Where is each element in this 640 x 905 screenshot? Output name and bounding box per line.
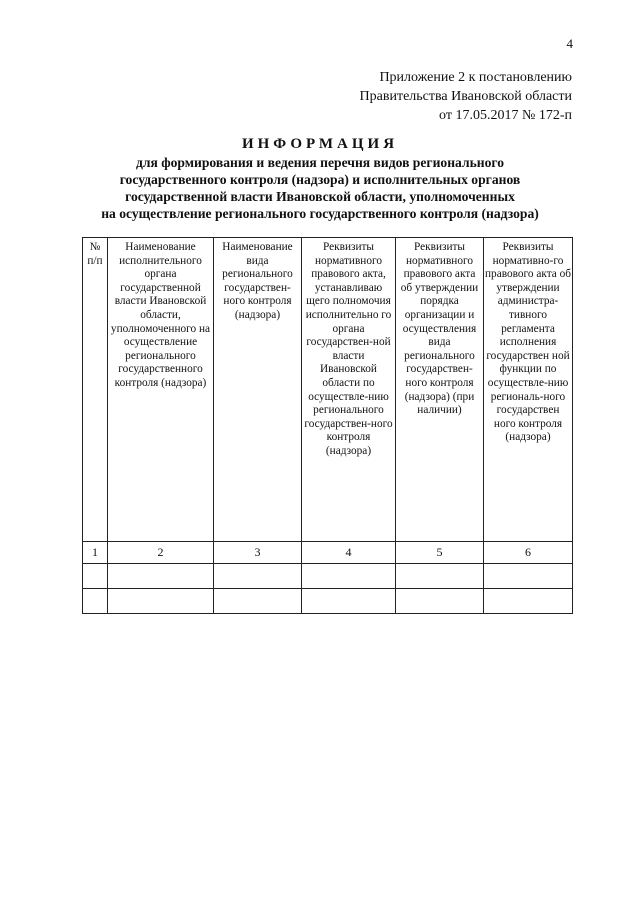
document-subtitle [0,154,640,222]
table-cell [83,564,108,589]
column-number: 2 [108,542,214,564]
table-cell [83,589,108,614]
column-number: 3 [214,542,302,564]
appendix-line-1: Приложение 2 к постановлению [379,70,572,85]
table-cell [396,589,484,614]
table-cell [214,589,302,614]
table-cell [484,589,573,614]
header-executive-body: Наименование исполнительного органа государственной власти Ивановской области, уполномоченного на осуществление регионального государственного контроля (надзора) [108,238,214,542]
table-cell [396,564,484,589]
table-header-row [83,238,573,542]
column-number: 5 [396,542,484,564]
header-control-type: Наименование вида регионального государствен-ного контроля (надзора) [214,238,302,542]
subtitle-line-2: государственного контроля (надзора) и исполнительных органов [119,172,521,187]
header-authority-act: Реквизиты нормативного правового акта, устанавливаю щего полномочия исполнительно го органа государствен-ной власти Ивановской области по осуществле-нию регионального государствен-ного контроля (надзора) [302,238,396,542]
title-block [0,134,640,222]
column-number: 1 [83,542,108,564]
table-cell [108,589,214,614]
table-cell [214,564,302,589]
column-number: 4 [302,542,396,564]
table-row-empty [83,589,573,614]
header-procedure-act: Реквизиты нормативного правового акта об утверждении порядка организации и осуществления вида регионального государствен-ного контроля (надзора) (при наличии) [396,238,484,542]
table-cell [484,564,573,589]
header-regulation-act: Реквизиты нормативно-го правового акта об утверждении администра-тивного регламента исполнения государствен ной функции по осуществле-нию региональ-ного государствен ного контроля (надзора) [484,238,573,542]
subtitle-line-3: государственной власти Ивановской области, уполномоченных [125,189,515,204]
appendix-line-3: от 17.05.2017 № 172-п [439,108,572,123]
table-cell [302,589,396,614]
header-number: № п/п [83,238,108,542]
column-number: 6 [484,542,573,564]
appendix-note [360,68,572,125]
subtitle-line-4: на осуществление регионального государственного контроля (надзора) [101,206,539,221]
subtitle-line-1: для формирования и ведения перечня видов регионального [135,155,505,170]
table-cell [108,564,214,589]
information-table [82,237,573,614]
table-cell [302,564,396,589]
page-number: 4 [566,36,573,51]
table-row-empty [83,564,573,589]
appendix-line-2: Правительства Ивановской области [359,89,572,104]
column-number-row [83,542,573,564]
document-title: ИНФОРМАЦИЯ [241,136,399,152]
